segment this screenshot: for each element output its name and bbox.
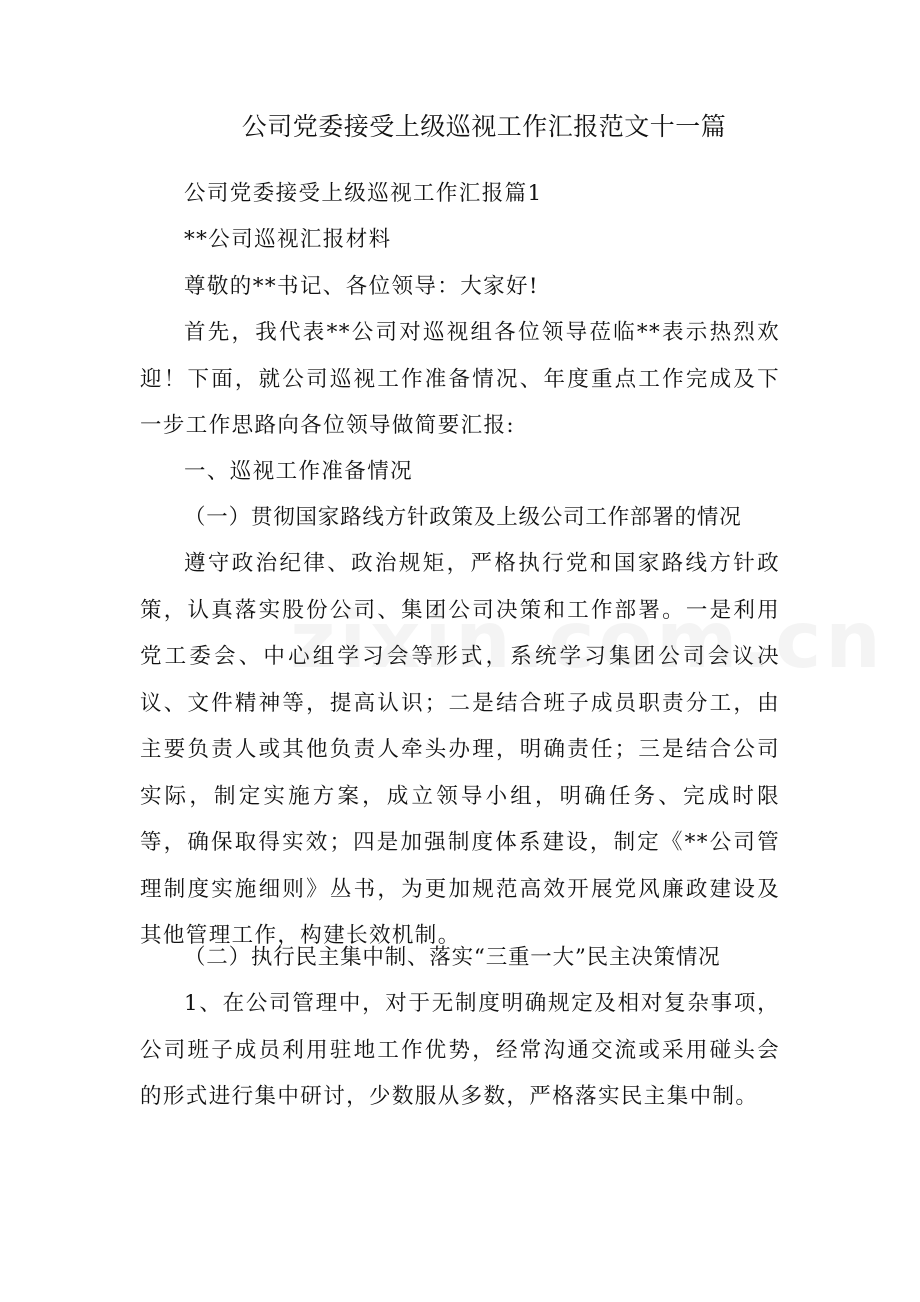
subtitle-paragraph: 公司党委接受上级巡视工作汇报篇1: [184, 181, 543, 206]
section-1-1-body: 遵守政治纪律、政治规矩，严格执行党和国家路线方针政策，认真落实股份公司、集团公司决策和工作部署。一是利用党工委会、中心组学习会等形式，系统学习集团公司会议决议、文件精神等，提高认识；二是结合班子成员职责分工，由主要负责人或其他负责人牵头办理，明确责任；三是结合公司实际，制定实施方案，成立领导小组，明确任务、完成时限等，确保取得实效；四是加强制度体系建设，制定《**公司管理制度实施细则》丛书，为更加规范高效开展党风廉政建设及其他管理工作，构建长效机制。: [140, 551, 780, 948]
intro-paragraph: 首先，我代表**公司对巡视组各位领导莅临**表示热烈欢迎！下面，就公司巡视工作准备情况、年度重点工作完成及下一步工作思路向各位领导做简要汇报:: [140, 320, 780, 438]
section-heading-1-2: （二）执行民主集中制、落实“三重一大”民主决策情况: [184, 945, 721, 970]
section-heading-1-1: （一）贯彻国家路线方针政策及上级公司工作部署的情况: [184, 505, 742, 530]
document-title: 公司党委接受上级巡视工作汇报范文十一篇: [241, 112, 727, 141]
section-1-2-body: 1、在公司管理中，对于无制度明确规定及相对复杂事项，公司班子成员利用驻地工作优势，经常沟通交流或采用碰头会的形式进行集中研讨，少数服从多数，严格落实民主集中制。: [140, 991, 780, 1109]
greeting-paragraph: 尊敬的**书记、各位领导：大家好!: [184, 274, 539, 299]
material-title-paragraph: **公司巡视汇报材料: [184, 227, 392, 252]
section-heading-1: 一、巡视工作准备情况: [184, 459, 414, 484]
